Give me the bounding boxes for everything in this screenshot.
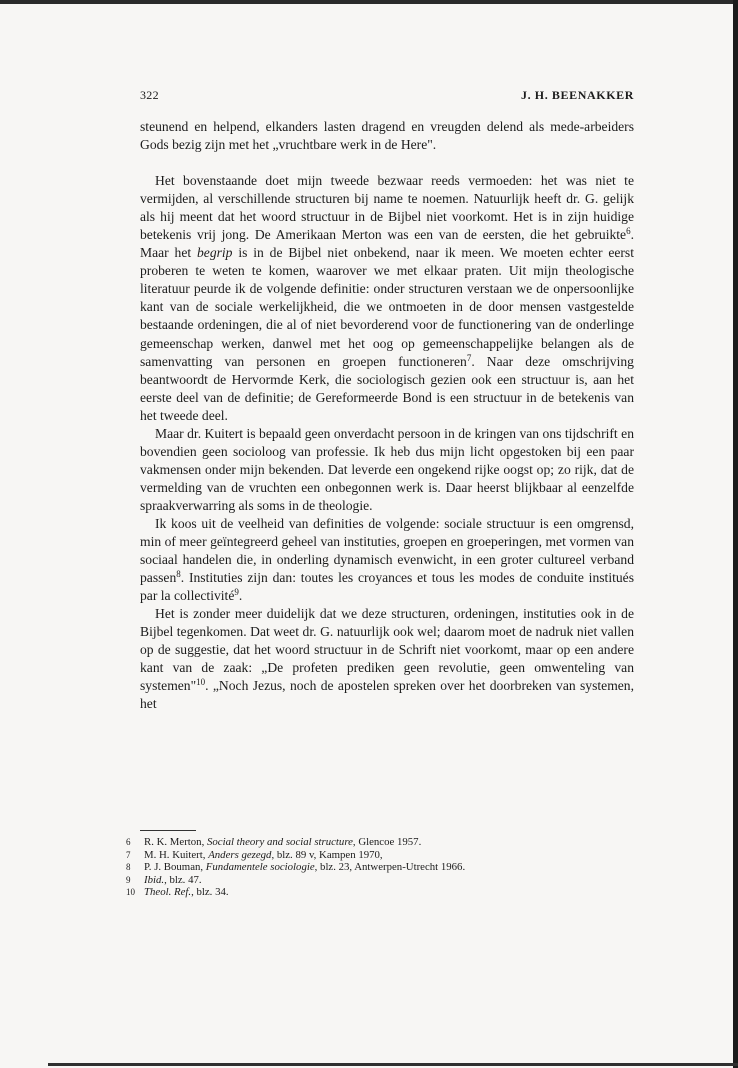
text-run: Het bovenstaande doet mijn tweede bezwaar reeds vermoeden: het was niet te vermijden, al verschillende structuren bij name te noemen. Natuurlijk heeft dr. G. gelijk als hij meent dat het woord structuur in de Bijbel niet voorkomt. Het is in zijn huidige betekenis vrij jong. De Amerikaan Merton was een van de eersten, die het gebruikte [140, 173, 634, 243]
footnote-text [144, 861, 465, 874]
text-run: , blz. 47. [164, 873, 202, 886]
text-run: . Naar deze omschrijving beantwoordt de Hervormde Kerk, die sociologisch gezien ook een structuur is, aan het eerste deel van de definitie; de Gereformeerde Bond is een structuur in de betekenis van het tweede deel. [140, 353, 634, 423]
text-run: P. J. Bouman, [144, 861, 206, 874]
scan-edge-top [0, 0, 738, 4]
text-run: Het is zonder meer duidelijk dat we deze structuren, ordeningen, instituties ook in de Bijbel tegenkomen. Dat weet dr. G. natuurlijk ook wel; daarom moet de nadruk niet vallen op de suggestie, dat het woord structuur in de Schrift niet voorkomt, maar op een andere kant van de zaak: „De profeten prediken geen revolutie, geen omwenteling van systemen" [140, 606, 634, 694]
emphasis-text: Fundamentele sociologie [205, 861, 315, 874]
footnote-number: 9 [126, 874, 131, 885]
footnote-number: 10 [126, 887, 135, 898]
emphasis-text: Ibid. [144, 873, 165, 886]
text-run: Maar dr. Kuitert is bepaald geen onverdacht persoon in de kringen van ons tijdschrift en bovendien geen socioloog van professie. Ik heb dus mijn licht opgestoken bij een paar vakmensen onder mijn bekenden. Dat leverde een ongekend rijke oogst op; zo rijk, dat de vermelding van de vruchten een onbegonnen werk is. Daar heerst blijkbaar al eenzelfde spraakverwarring als soms in de theologie. [140, 425, 634, 513]
text-run: is in de Bijbel niet onbekend, naar ik meen. We moeten echter eerst proberen te weten te komen, waarover we met elkaar praten. Uit mijn theologische literatuur peurde ik de volgende definitie: onder structuren verstaan we de onpersoonlijke kant van de sociale werkelijkheid, die we ontmoeten in de door mensen vastgestelde bestaande ordeningen, die al of niet bevorderend voor de functionering van de onderlinge gemeenschap werken, danwel met het oog op gemeenschappelijke belangen als de samenvatting van personen en groepen functioneren [140, 245, 634, 369]
paragraph [140, 605, 634, 713]
paragraph [140, 118, 634, 154]
page-number: 322 [140, 88, 159, 102]
emphasis-text: Anders gezegd [208, 848, 272, 861]
footnote-number: 8 [126, 862, 131, 873]
text-run: Ik koos uit de veelheid van definities de volgende: sociale structuur is een omgrensd, min of meer geïntegreerd geheel van instituties, groepen en groeperingen, met vormen van sociaal handelen die, in onderling dynamisch evenwicht, in een groter cultureel verband passen [140, 515, 634, 586]
scan-edge-right [733, 0, 738, 1068]
footnote-text [144, 849, 383, 862]
footnotes [126, 836, 646, 899]
emphasis-text: begrip [196, 245, 233, 261]
emphasis-text: Theol. Ref. [144, 886, 192, 899]
text-run: , blz. 89 v, Kampen 1970, [271, 848, 383, 861]
paragraph [140, 425, 634, 515]
paragraph [140, 515, 634, 605]
footnote-rule [140, 830, 196, 831]
text-run: , blz. 34. [191, 886, 229, 899]
footnote-ref[interactable]: 6 [626, 226, 631, 237]
paragraph [140, 172, 634, 425]
text-run: . Maar het [140, 227, 634, 261]
footnote-item [126, 886, 646, 899]
footnote-ref[interactable]: 9 [234, 587, 239, 598]
footnote-number: 7 [126, 849, 131, 860]
running-title: J. H. BEENAKKER [520, 88, 634, 102]
body-text [140, 118, 634, 714]
text-run: M. H. Kuitert, [144, 848, 209, 861]
footnote-item [126, 861, 646, 874]
text-run: R. K. Merton, [144, 836, 207, 848]
footnote-text [144, 886, 229, 899]
footnote-number: 6 [126, 837, 131, 847]
emphasis-text: Social theory and social structure [206, 836, 353, 848]
footnote-ref[interactable]: 10 [196, 677, 206, 688]
text-run: . [238, 588, 243, 604]
scan-edge-bottom [48, 1063, 738, 1066]
footnote-ref[interactable]: 7 [466, 352, 472, 363]
text-run: , blz. 23, Antwerpen-Utrecht 1966. [314, 861, 466, 874]
footnote-text [144, 874, 202, 887]
footnote-text [144, 836, 421, 849]
text-run: . Instituties zijn dan: toutes les croyances et tous les modes de conduite institués par la collectivité [140, 570, 634, 604]
footnote-ref[interactable]: 8 [176, 569, 181, 580]
text-run: steunend en helpend, elkanders lasten dragend en vreugden delend als mede-arbeiders Gods bezig zijn met het „vruchtbare werk in de Here". [140, 119, 634, 153]
text-run: . „Noch Jezus, noch de apostelen spreken over het doorbreken van systemen, het [140, 678, 634, 712]
text-run: , Glencoe 1957. [352, 836, 422, 848]
running-header [140, 88, 634, 103]
footnote-item [126, 874, 646, 887]
footnote-item [126, 849, 646, 862]
footnote-item [126, 836, 646, 849]
